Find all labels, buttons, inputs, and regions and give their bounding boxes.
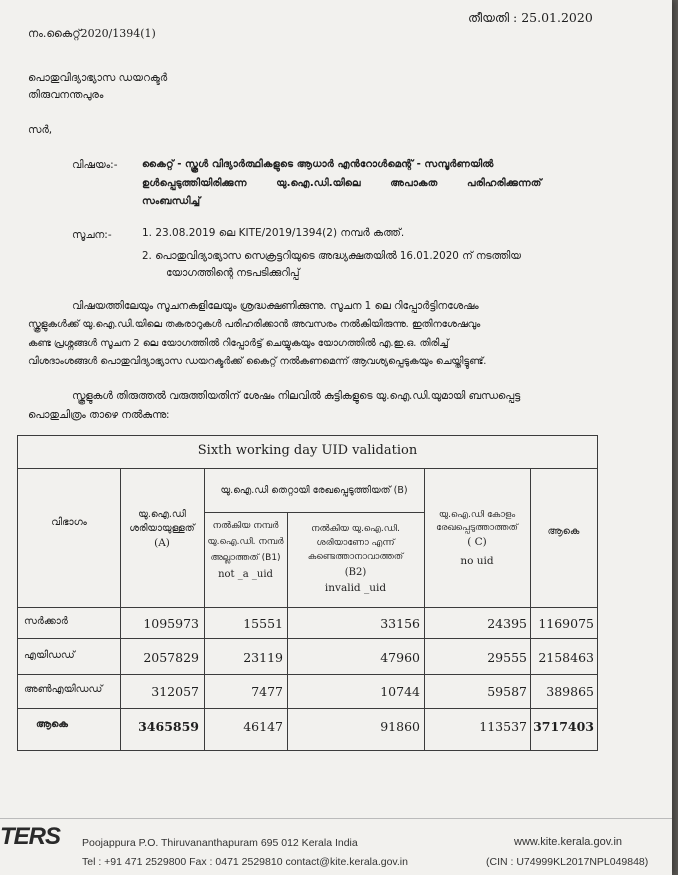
header-a-1: യു.ഐ.ഡി xyxy=(138,509,186,520)
recipient-title: പൊതുവിദ്യാഭ്യാസ ഡയറക്ടർ xyxy=(28,72,168,84)
cell-c: 113537 xyxy=(479,719,527,734)
cell-c: 29555 xyxy=(487,650,527,665)
reference-item-2-cont: യോഗത്തിന്റെ നടപടിക്കുറിപ്പ് xyxy=(166,267,300,279)
header-b2-1: നൽകിയ യു.ഐ.ഡി. xyxy=(311,524,400,534)
kite-logo: TERS xyxy=(0,823,61,850)
cell-c: 24395 xyxy=(487,616,527,631)
cell-b1: 7477 xyxy=(251,684,283,699)
cell-a: 312057 xyxy=(151,684,199,699)
cell-b2: 47960 xyxy=(380,650,420,665)
footer-divider xyxy=(0,818,672,819)
header-b1-2: യു.ഐ.ഡി. നമ്പർ xyxy=(207,537,284,547)
header-c-2: രേഖപ്പെടുത്താത്തത് xyxy=(436,523,518,533)
uid-validation-table xyxy=(17,435,598,751)
header-b: യു.ഐ.ഡി തെറ്റായി രേഖപ്പെടുത്തിയത് (B) xyxy=(220,485,408,496)
header-b2-3: കണ്ടെത്താനാവാത്തത് xyxy=(307,552,404,562)
reference-label: സൂചന:- xyxy=(72,229,112,241)
letter-date: തീയതി : 25.01.2020 xyxy=(468,10,593,25)
row-label: എയിഡഡ് xyxy=(24,650,75,661)
header-category: വിഭാഗം xyxy=(51,517,87,528)
reference-number: നം.കൈറ്റ്2020/1394(1) xyxy=(28,27,156,40)
cell-a: 2057829 xyxy=(143,650,199,665)
header-c-4: no uid xyxy=(460,555,494,567)
row-label: സർക്കാർ xyxy=(24,616,68,627)
header-a-3: (A) xyxy=(154,537,170,549)
footer-address: Poojappura P.O. Thiruvananthapuram 695 012 Kerala India xyxy=(82,837,358,849)
cell-b1: 15551 xyxy=(243,616,283,631)
para1-line-1: വിഷയത്തിലേയും സൂചനകളിലേയും ശ്രദ്ധക്ഷണിക്കുന്നു. സൂചന 1 ലെ റിപ്പോർട്ടിനശേഷം xyxy=(72,300,479,312)
cell-b2: 91860 xyxy=(380,719,420,734)
para2-line-2: പൊതുചിത്രം താഴെ നൽകുന്നു: xyxy=(28,409,170,421)
cell-b1: 46147 xyxy=(243,719,283,734)
recipient-place: തിരുവനന്തപുരം xyxy=(28,89,104,101)
cell-total: 1169075 xyxy=(538,616,594,631)
cell-a: 1095973 xyxy=(143,616,199,631)
cell-total: 389865 xyxy=(546,684,594,699)
row-label: അൺഎയിഡഡ് xyxy=(24,684,103,695)
cell-b2: 33156 xyxy=(380,616,420,631)
header-c-1: യു.ഐ.ഡി കോളം xyxy=(438,510,516,520)
reference-item-2: 2. പൊതുവിദ്യാഭ്യാസ സെക്രട്ടറിയുടെ അദ്ധ്യക്ഷതയിൽ 16.01.2020 ന് നടത്തിയ xyxy=(142,250,521,262)
reference-item-1: 1. 23.08.2019 ലെ KITE/2019/1394(2) നമ്പർ കത്ത്. xyxy=(142,227,405,239)
header-b1-4: not _a _uid xyxy=(218,569,273,580)
cell-total: 2158463 xyxy=(538,650,594,665)
subject-line-3: സംബന്ധിച്ച് xyxy=(142,196,201,207)
subject-line-2: ഉൾപ്പെടുത്തിയിരിക്കുന്ന യു.ഐ.ഡി.യിലെ അപാകത പരിഹരിക്കുന്നത് xyxy=(142,178,542,189)
header-c-3: ( C) xyxy=(467,536,487,548)
header-a-2: ശരിയായുള്ളത് xyxy=(129,523,195,534)
footer-contact: Tel : +91 471 2529800 Fax : 0471 2529810 contact@kite.kerala.gov.in xyxy=(82,856,408,868)
cell-c: 59587 xyxy=(487,684,527,699)
cell-a: 3465859 xyxy=(138,719,199,734)
header-b1-3: അല്ലാത്തത് (B1) xyxy=(210,553,281,563)
salutation: സർ, xyxy=(28,124,53,136)
row-label: ആകെ xyxy=(36,719,68,730)
para1-line-2: സ്കൂളുകൾക്ക് യു.ഐ.ഡി.യിലെ തകരാറുകൾ പരിഹരിക്കാൻ അവസരം നൽകിയിരുന്നു. ഇതിനശേഷവും xyxy=(28,319,481,330)
para2-line-1: സ്കൂളുകൾ തിരുത്തൽ വരുത്തിയതിന് ശേഷം നിലവിൽ കുട്ടികളുടെ യു.ഐ.ഡി.യുമായി ബന്ധപ്പെട്ട xyxy=(72,390,521,402)
cell-b1: 23119 xyxy=(243,650,283,665)
header-b2-5: invalid _uid xyxy=(324,582,387,594)
subject-label: വിഷയം:- xyxy=(72,159,118,171)
cell-total: 3717403 xyxy=(533,719,594,734)
table-title: Sixth working day UID validation xyxy=(197,443,418,458)
para1-line-4: വിശദാംശങ്ങൾ പൊതുവിദ്യാഭ്യാസ ഡയറക്ടർക്ക് കൈറ്റ് നൽകണമെന്ന് ആവശ്യപ്പെടുകയും ചെയ്തിട്ടുണ്ട്. xyxy=(28,356,487,367)
footer-cin: (CIN : U74999KL2017NPL049848) xyxy=(486,856,649,868)
cell-b2: 10744 xyxy=(380,684,420,699)
header-total: ആകെ xyxy=(547,526,580,537)
header-b2-4: (B2) xyxy=(344,567,367,578)
header-b2-2: ശരിയാണോ എന്ന് xyxy=(316,538,395,548)
subject-line-1: കൈറ്റ് - സ്കൂൾ വിദ്യാർത്ഥികളുടെ ആധാർ എൻറോൾമെന്റ് - സമ്പൂർണയിൽ xyxy=(142,159,494,170)
footer-website[interactable]: www.kite.kerala.gov.in xyxy=(514,836,623,848)
para1-line-3: കണ്ട പ്രശ്നങ്ങൾ സൂചന 2 ലെ യോഗത്തിൽ റിപ്പോർട്ട് ചെയ്യുകയും യോഗത്തിൽ എ.ഇ.ഒ. തിരിച്ച് xyxy=(28,338,449,349)
header-b1-1: നൽകിയ നമ്പർ xyxy=(212,521,279,531)
